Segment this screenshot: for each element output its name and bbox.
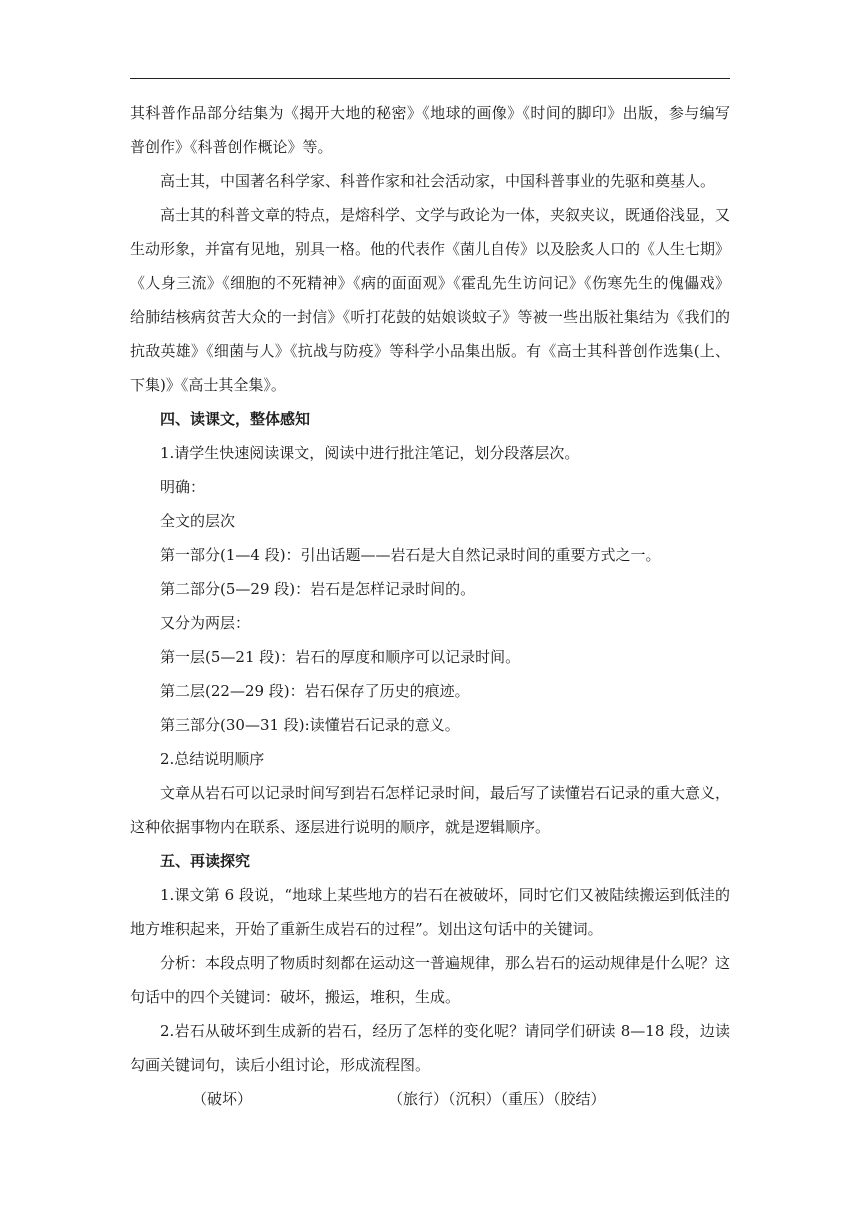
paragraph-line: 下集)》《高士其全集》。: [130, 376, 286, 394]
flowchart-labels: [130, 1082, 730, 1116]
paragraph-line: 句话中的四个关键词：破坏，搬运，堆积，生成。: [130, 988, 461, 1006]
paragraph-line: 勾画关键词句，读后小组讨论，形成流程图。: [130, 1056, 431, 1074]
flow-label-destruction: （破坏）: [192, 1090, 253, 1108]
paragraph-line: 第一部分(1—4 段)：引出话题——岩石是大自然记录时间的重要方式之一。: [160, 546, 661, 564]
paragraph-line: 1.课文第 6 段说，“地球上某些地方的岩石在被破坏，同时它们又被陆续搬运到低洼的: [160, 886, 730, 904]
paragraph-line: 明确：: [160, 478, 206, 496]
section-heading: 四、读课文，整体感知: [160, 410, 311, 428]
document-body: [130, 96, 730, 1116]
paragraph-line: 又分为两层：: [160, 614, 251, 632]
paragraph-line: 第二层(22—29 段)：岩石保存了历史的痕迹。: [160, 682, 470, 700]
paragraph-line: 这种依据事物内在联系、逐层进行说明的顺序，就是逻辑顺序。: [130, 818, 551, 836]
paragraph-line: 文章从岩石可以记录时间写到岩石怎样记录时间，最后写了读懂岩石记录的重大意义，: [160, 784, 730, 802]
paragraph-line: 给肺结核病贫苦大众的一封信》《听打花鼓的姑娘谈蚊子》等被一些出版社集结为《我们的: [130, 308, 730, 326]
paragraph-line: 第三部分(30—31 段):读懂岩石记录的意义。: [160, 716, 460, 734]
paragraph-line: 1.请学生快速阅读课文，阅读中进行批注笔记，划分段落层次。: [160, 444, 580, 462]
paragraph-line: 分析：本段点明了物质时刻都在运动这一普遍规律，那么岩石的运动规律是什么呢？这: [160, 954, 730, 972]
header-rule: [130, 78, 730, 79]
paragraph-line: 生动形象，并富有见地，别具一格。他的代表作《菌儿自传》以及脍炙人口的《人生七期》: [130, 240, 730, 258]
paragraph-line: 全文的层次: [160, 512, 236, 530]
paragraph-line: 《人身三流》《细胞的不死精神》《病的面面观》《霍乱先生访问记》《伤寒先生的傀儡戏》: [130, 274, 730, 292]
paragraph-line: 2.岩石从破坏到生成新的岩石，经历了怎样的变化呢？请同学们研读 8—18 段，边读: [160, 1022, 730, 1040]
paragraph-line: 高士其，中国著名科学家、科普作家和社会活动家，中国科普事业的先驱和奠基人。: [160, 172, 716, 190]
paragraph-line: 高士其的科普文章的特点，是熔科学、文学与政论为一体，夹叙夹议，既通俗浅显，又: [160, 206, 730, 224]
section-heading: 五、再读探究: [160, 852, 251, 870]
paragraph-line: 地方堆积起来，开始了重新生成岩石的过程”。划出这句话中的关键词。: [130, 920, 603, 938]
flow-label-stages: （旅行）（沉积）（重压）（胶结）: [388, 1090, 606, 1108]
paragraph-line: 其科普作品部分结集为《揭开大地的秘密》《地球的画像》《时间的脚印》出版，参与编写: [130, 104, 730, 122]
paragraph-line: 普创作》《科普创作概论》等。: [130, 138, 333, 156]
paragraph-line: 抗敌英雄》《细菌与人》《抗战与防疫》等科学小品集出版。有《高士其科普创作选集(上、: [130, 342, 730, 360]
paragraph-line: 2.总结说明顺序: [160, 750, 265, 768]
paragraph-line: 第二部分(5—29 段)：岩石是怎样记录时间的。: [160, 580, 476, 598]
paragraph-line: 第一层(5—21 段)：岩石的厚度和顺序可以记录时间。: [160, 648, 521, 666]
